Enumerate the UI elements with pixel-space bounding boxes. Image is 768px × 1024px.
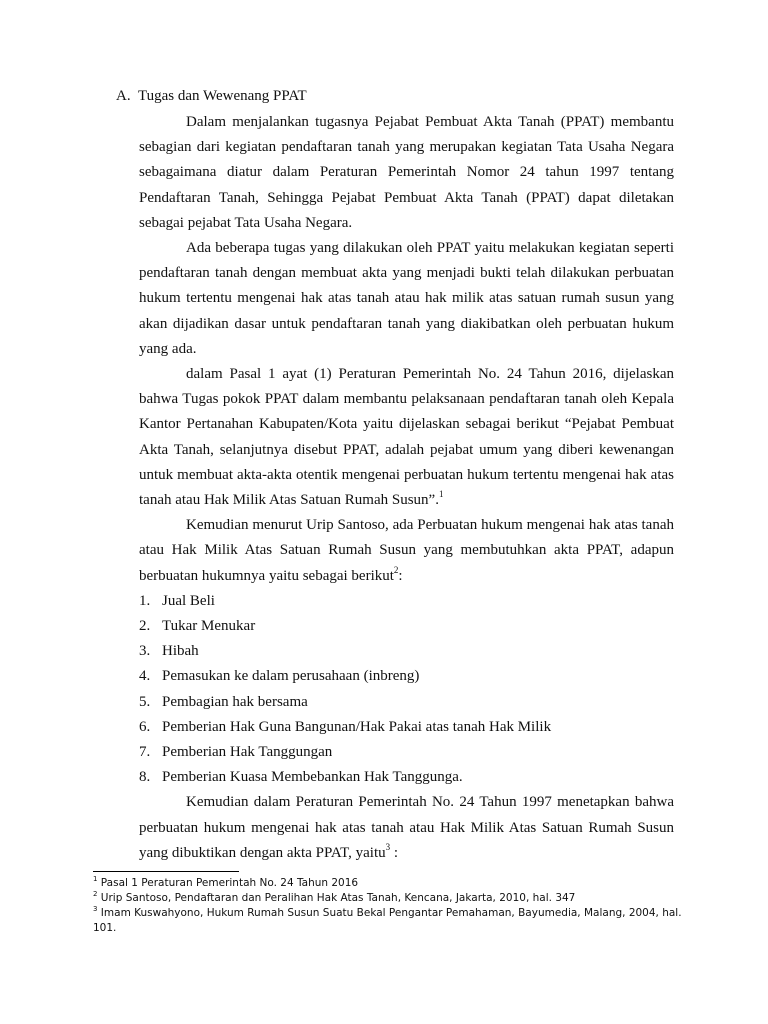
paragraph-4-tail: :: [398, 567, 403, 584]
list-item-number: 3.: [139, 643, 151, 660]
list-item-number: 5.: [139, 693, 151, 710]
list-item-text: Tukar Menukar: [162, 618, 256, 635]
legal-acts-list: [139, 589, 674, 791]
paragraph-3-text: dalam Pasal 1 ayat (1) Peraturan Pemerintah No. 24 Tahun 2016, dijelaskan bahwa Tugas pokok PPAT dalam membantu pelaksanaan pendaftaran tanah oleh Kepala Kantor Pertanahan Kabupaten/Kota yaitu dijelaskan sebagai berikut “Pejabat Pembuat Akta Tanah, selanjutnya disebut PPAT, adalah pejabat umum yang diberi kewenangan untuk membuat akta-akta otentik mengenai perbuatan hukum tertentu mengenai hak atas tanah atau Hak Milik Atas Satuan Rumah Susun”.: [139, 366, 674, 509]
section-heading: [116, 86, 307, 106]
list-item: [139, 765, 674, 790]
footnote-ref-2: 2: [393, 564, 399, 575]
footnote-number: 3: [93, 904, 98, 913]
footnote-separator: [93, 871, 239, 872]
list-item: [139, 740, 674, 765]
paragraph-4-text: Kemudian menurut Urip Santoso, ada Perbuatan hukum mengenai hak atas tanah atau Hak Milik Atas Satuan Rumah Susun yang membutuhkan akta PPAT, adapun berbuatan hukumnya yaitu sebagai berikut: [139, 517, 674, 584]
footnote-number: 1: [93, 874, 98, 883]
list-item-number: 6.: [139, 718, 151, 735]
list-item: [139, 614, 674, 639]
paragraph-5: [139, 790, 674, 866]
list-item-number: 4.: [139, 668, 151, 685]
footnote-number: 2: [93, 889, 98, 898]
paragraph-5-text: Kemudian dalam Peraturan Pemerintah No. 24 Tahun 1997 menetapkan bahwa perbuatan hukum mengenai hak atas tanah atau Hak Milik Atas Satuan Rumah Susun yang dibuktikan dengan akta PPAT, yaitu: [139, 794, 674, 861]
list-item-text: Pemberian Hak Guna Bangunan/Hak Pakai atas tanah Hak Milik: [162, 718, 552, 735]
footnote-2: [93, 891, 683, 906]
footnote-text: Urip Santoso, Pendaftaran dan Peralihan Hak Atas Tanah, Kencana, Jakarta, 2010, hal. 347: [97, 892, 576, 904]
list-item-text: Hibah: [162, 643, 199, 660]
section-number: A.: [116, 88, 131, 104]
paragraph-1: Dalam menjalankan tugasnya Pejabat Pembuat Akta Tanah (PPAT) membantu sebagian dari kegiatan pendaftaran tanah yang merupakan kegiatan Tata Usaha Negara sebagaimana diatur dalam Peraturan Pemerintah Nomor 24 tahun 1997 tentang Pendaftaran Tanah, Sehingga Pejabat Pembuat Akta Tanah (PPAT) dapat diletakan sebagai pejabat Tata Usaha Negara.: [139, 114, 674, 231]
list-item-text: Pemberian Kuasa Membebankan Hak Tanggunga.: [162, 769, 463, 786]
body-text: [139, 110, 674, 866]
list-item-number: 7.: [139, 744, 151, 761]
list-item-text: Pemasukan ke dalam perusahaan (inbreng): [162, 668, 420, 685]
list-item: [139, 715, 674, 740]
list-item-text: Pemberian Hak Tanggungan: [162, 744, 333, 761]
list-item-number: 2.: [139, 618, 151, 635]
paragraph-5-tail: :: [390, 844, 399, 861]
list-item: [139, 589, 674, 614]
list-item-number: 8.: [139, 769, 151, 786]
paragraph-4: [139, 513, 674, 589]
list-item: [139, 664, 674, 689]
footnote-3: [93, 906, 683, 936]
footnote-ref-1: 1: [438, 489, 444, 500]
footnote-text: Imam Kuswahyono, Hukum Rumah Susun Suatu Bekal Pengantar Pemahaman, Bayumedia, Malang, 2004, hal. 101.: [93, 907, 682, 934]
list-item-text: Jual Beli: [162, 592, 215, 609]
section-title: Tugas dan Wewenang PPAT: [138, 88, 307, 104]
footnote-ref-3: 3: [385, 841, 391, 852]
list-item: [139, 639, 674, 664]
list-item-number: 1.: [139, 592, 151, 609]
footnotes: [93, 876, 683, 936]
footnote-1: [93, 876, 683, 891]
paragraph-3: [139, 362, 674, 513]
list-item-text: Pembagian hak bersama: [162, 693, 308, 710]
list-item: [139, 690, 674, 715]
footnote-text: Pasal 1 Peraturan Pemerintah No. 24 Tahun 2016: [97, 877, 359, 889]
paragraph-2: Ada beberapa tugas yang dilakukan oleh PPAT yaitu melakukan kegiatan seperti pendaftaran tanah dengan membuat akta yang menjadi bukti telah dilakukan perbuatan hukum tertentu mengenai hak atas tanah atau hak milik atas satuan rumah susun yang akan dijadikan dasar untuk pendaftaran tanah yang diakibatkan oleh perbuatan hukum yang ada.: [139, 240, 674, 357]
